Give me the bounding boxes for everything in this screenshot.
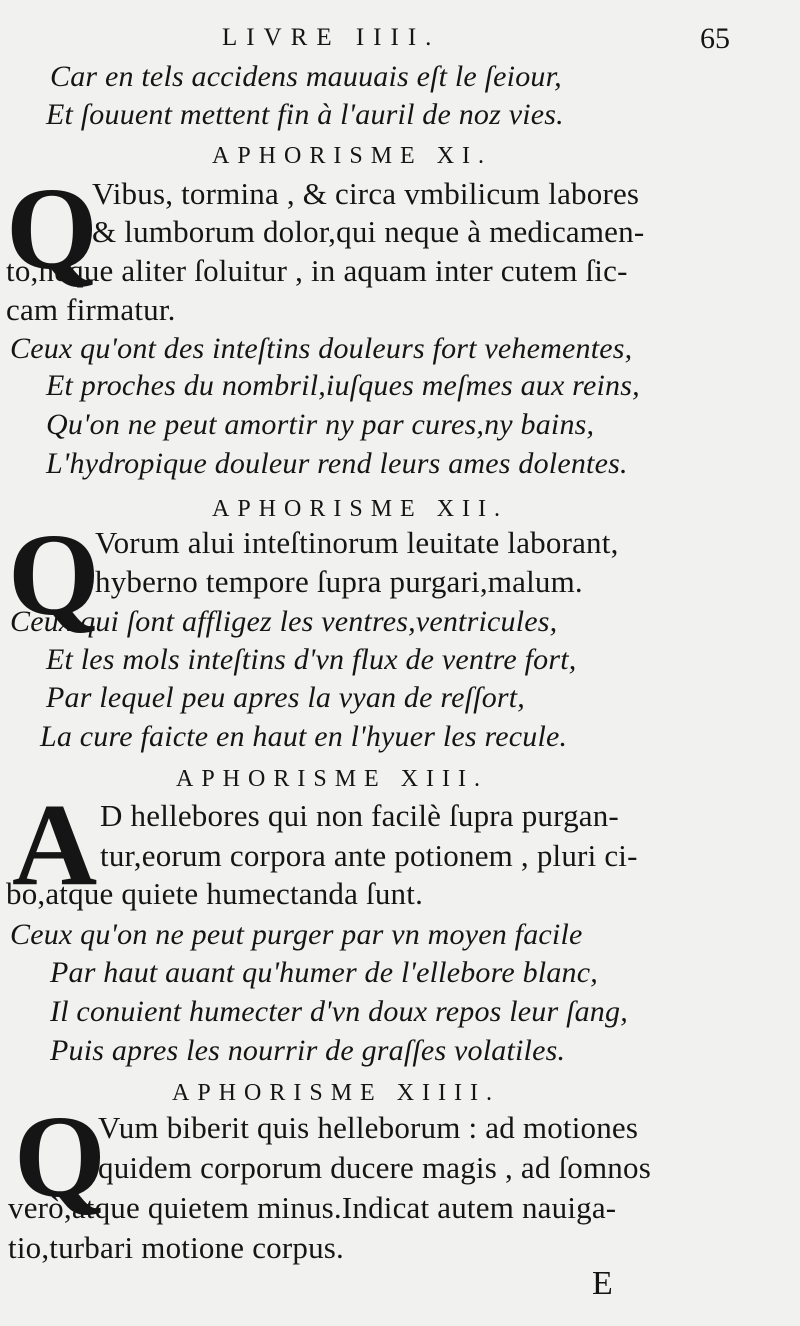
drop-cap-initial: Q	[6, 163, 98, 294]
latin-text-line: to,neque aliter ſoluitur , in aquam inter cutem ſic-	[6, 253, 628, 288]
drop-cap-initial: A	[12, 779, 98, 910]
latin-text-line: tio,turbari motione corpus.	[8, 1230, 345, 1265]
french-verse-line: Il conuient humecter d'vn doux repos leur ſang,	[50, 995, 628, 1028]
french-verse-line: La cure faicte en haut en l'hyuer les recule.	[40, 720, 568, 753]
french-verse-line: Par lequel peu apres la vyan de reſſort,	[46, 681, 526, 714]
french-verse-line: Qu'on ne peut amortir ny par cures,ny bains,	[46, 408, 595, 441]
french-verse-line: L'hydropique douleur rend leurs ames dolentes.	[46, 447, 628, 480]
french-verse-line: Puis apres les nourrir de graſſes volatiles.	[50, 1034, 566, 1067]
french-verse-line: Et proches du nombril,iuſques meſmes aux reins,	[46, 369, 640, 402]
french-verse-line: Et les mols inteſtins d'vn flux de ventre fort,	[46, 643, 577, 676]
latin-text-line: D hellebores qui non facilè ſupra purgan-	[100, 798, 619, 833]
drop-cap-initial: Q	[14, 1091, 106, 1222]
aphorism-heading: APHORISME XIII.	[176, 766, 488, 792]
signature-mark: E	[592, 1265, 613, 1302]
latin-text-line: verò,atque quietem minus.Indicat autem nauiga-	[8, 1190, 617, 1225]
latin-text-line: cam firmatur.	[6, 292, 176, 327]
french-verse-line: Par haut auant qu'humer de l'ellebore blanc,	[50, 956, 598, 989]
aphorism-heading: APHORISME XII.	[212, 496, 509, 522]
french-verse-line: Ceux qu'on ne peut purger par vn moyen facile	[10, 918, 583, 951]
drop-cap-initial: Q	[8, 509, 100, 640]
latin-text-line: bo,atque quiete humectanda ſunt.	[6, 876, 424, 911]
aphorism-heading: APHORISME XIIII.	[172, 1080, 500, 1106]
french-verse-line: Ceux qui ſont affligez les ventres,ventricules,	[10, 605, 558, 638]
latin-text-line: tur,eorum corpora ante potionem , pluri ci-	[100, 838, 638, 873]
latin-text-line: quidem corporum ducere magis , ad ſomnos	[98, 1150, 651, 1185]
latin-text-line: & lumborum dolor,qui neque à medicamen-	[92, 214, 645, 249]
intro-verse-line: Et ſouuent mettent fin à l'auril de noz vies.	[46, 98, 564, 131]
latin-text-line: hyberno tempore ſupra purgari,malum.	[95, 564, 583, 599]
page-number: 65	[700, 22, 730, 55]
french-verse-line: Ceux qu'ont des inteſtins douleurs fort vehementes,	[10, 332, 633, 365]
latin-text-line: Vibus, tormina , & circa vmbilicum labores	[92, 176, 640, 211]
intro-verse-line: Car en tels accidens mauuais eſt le ſeiour,	[50, 60, 562, 93]
latin-text-line: Vum biberit quis helleborum : ad motiones	[98, 1110, 639, 1145]
running-head: LIVRE IIII.	[222, 24, 441, 51]
latin-text-line: Vorum alui inteſtinorum leuitate laborant,	[95, 525, 619, 560]
aphorism-heading: APHORISME XI.	[212, 143, 493, 169]
page-header	[0, 22, 800, 62]
